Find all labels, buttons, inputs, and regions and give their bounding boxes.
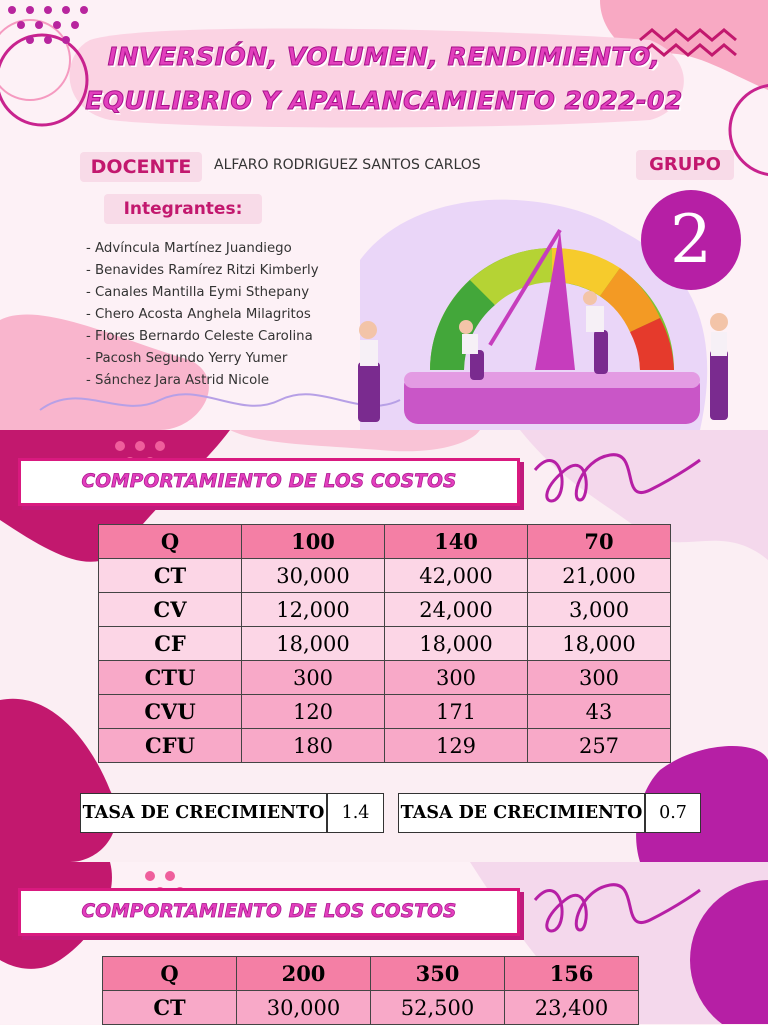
table-cell: 24,000 bbox=[385, 593, 528, 627]
table-row-label: CV bbox=[99, 593, 242, 627]
list-item: - Advíncula Martínez Juandiego bbox=[86, 241, 292, 256]
table-cell: 18,000 bbox=[385, 627, 528, 661]
tasa-label-1: TASA DE CRECIMIENTO bbox=[80, 793, 327, 833]
docente-label: DOCENTE bbox=[80, 152, 202, 182]
table-header-cell: Q bbox=[103, 957, 237, 991]
table-cell: 18,000 bbox=[242, 627, 385, 661]
table-cell: 129 bbox=[385, 729, 528, 763]
page-title-line-1: INVERSIÓN, VOLUMEN, RENDIMIENTO, bbox=[107, 42, 661, 71]
table-header-cell: 350 bbox=[371, 957, 505, 991]
tasa-value-2: 0.7 bbox=[645, 793, 701, 833]
table-row-label: CT bbox=[103, 991, 237, 1025]
docente-name: ALFARO RODRIGUEZ SANTOS CARLOS bbox=[214, 157, 481, 173]
table-header-row bbox=[99, 525, 671, 559]
list-item: - Flores Bernardo Celeste Carolina bbox=[86, 329, 313, 344]
table-cell: 52,500 bbox=[371, 991, 505, 1025]
table-cell: 12,000 bbox=[242, 593, 385, 627]
table-cell: 30,000 bbox=[237, 991, 371, 1025]
table-cell: 300 bbox=[385, 661, 528, 695]
table-header-cell: 70 bbox=[528, 525, 671, 559]
table-row bbox=[103, 991, 639, 1025]
table-cell: 120 bbox=[242, 695, 385, 729]
table-row bbox=[99, 661, 671, 695]
tasa-label-2: TASA DE CRECIMIENTO bbox=[398, 793, 645, 833]
table-header-cell: 200 bbox=[237, 957, 371, 991]
table-cell: 257 bbox=[528, 729, 671, 763]
members-list bbox=[86, 238, 319, 392]
table-cell: 21,000 bbox=[528, 559, 671, 593]
table-cell: 3,000 bbox=[528, 593, 671, 627]
table-cell: 180 bbox=[242, 729, 385, 763]
page-title-line-2: EQUILIBRIO Y APALANCAMIENTO 2022-02 bbox=[85, 86, 683, 115]
integrantes-label: Integrantes: bbox=[104, 194, 262, 224]
table-cell: 18,000 bbox=[528, 627, 671, 661]
table-cell: 300 bbox=[528, 661, 671, 695]
table-cell: 43 bbox=[528, 695, 671, 729]
table-row-label: CTU bbox=[99, 661, 242, 695]
list-item: - Chero Acosta Anghela Milagritos bbox=[86, 307, 311, 322]
table-row bbox=[99, 593, 671, 627]
table-row-label: CFU bbox=[99, 729, 242, 763]
table-cell: 23,400 bbox=[505, 991, 639, 1025]
table-header-cell: 100 bbox=[242, 525, 385, 559]
section-title-2: COMPORTAMIENTO DE LOS COSTOS bbox=[18, 888, 520, 936]
table-cell: 171 bbox=[385, 695, 528, 729]
costs-table bbox=[98, 524, 671, 763]
list-item: - Canales Mantilla Eymi Sthepany bbox=[86, 285, 310, 300]
table-row-label: CT bbox=[99, 559, 242, 593]
list-item: - Sánchez Jara Astrid Nicole bbox=[86, 373, 270, 388]
table-row bbox=[99, 729, 671, 763]
table-header-cell: 140 bbox=[385, 525, 528, 559]
grupo-label: GRUPO bbox=[636, 150, 734, 180]
list-item: - Pacosh Segundo Yerry Yumer bbox=[86, 351, 288, 366]
table-row bbox=[99, 559, 671, 593]
table-row-label: CF bbox=[99, 627, 242, 661]
table-header-cell: Q bbox=[99, 525, 242, 559]
table-header-cell: 156 bbox=[505, 957, 639, 991]
list-item: - Benavides Ramírez Ritzi Kimberly bbox=[86, 263, 319, 278]
table-row bbox=[99, 695, 671, 729]
tasa-value-1: 1.4 bbox=[327, 793, 384, 833]
section-title: COMPORTAMIENTO DE LOS COSTOS bbox=[18, 458, 520, 506]
costs-table-2 bbox=[102, 956, 639, 1025]
table-row-label: CVU bbox=[99, 695, 242, 729]
table-row bbox=[99, 627, 671, 661]
table-cell: 30,000 bbox=[242, 559, 385, 593]
table-header-row bbox=[103, 957, 639, 991]
grupo-number-badge: 2 bbox=[641, 190, 741, 290]
table-cell: 300 bbox=[242, 661, 385, 695]
table-cell: 42,000 bbox=[385, 559, 528, 593]
